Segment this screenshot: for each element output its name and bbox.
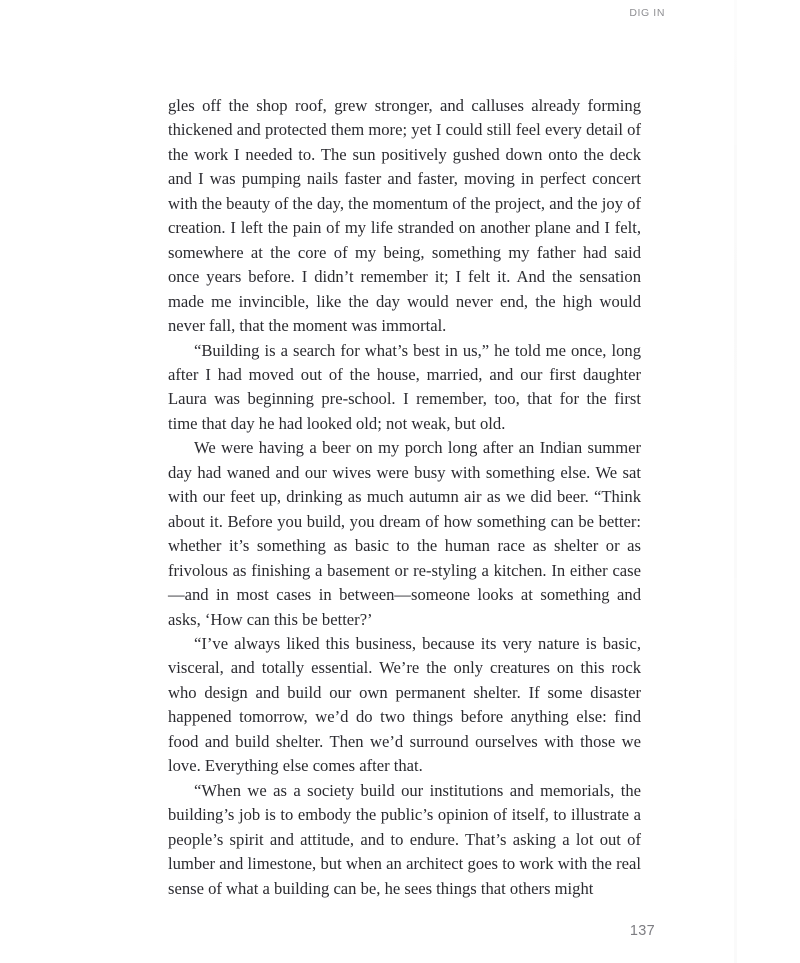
body-paragraph: “I’ve always liked this business, because its very nature is basic, visceral, and totally essential. We’re the only creatures on this rock who design and build our own permanent shelter. If some disaster happened tomorrow, we’d do two things before anything else: find food and build shelter. Then we’d surround ourselves with those we love. Everything else comes after that. — [168, 633, 641, 776]
body-paragraph: gles off the shop roof, grew stronger, and calluses already forming thickened and protected them more; yet I could still feel every detail of the work I needed to. The sun positively gushed down onto the deck and I was pumping nails faster and faster, moving in perfect concert with the beauty of the day, the momentum of the project, and the joy of creation. I left the pain of my life stranded on another plane and I felt, somewhere at the core of my being, something my father had said once years before. I didn’t remember it; I felt it. And the sensation made me invincible, like the day would never end, the high would never fall, that the moment was immortal. — [168, 96, 641, 336]
body-text-column — [168, 94, 641, 901]
page-number: 137 — [629, 923, 655, 939]
body-paragraph: “When we as a society build our institutions and memorials, the building’s job is to embody the public’s opinion of itself, to illustrate a people’s spirit and attitude, and to endure. That’s asking a lot out of lumber and limestone, but when an architect goes to work with the real sense of what a building can be, he sees things that others might — [168, 780, 641, 898]
body-paragraph: We were having a beer on my porch long after an Indian summer day had waned and our wives were busy with something else. We sat with our feet up, drinking as much autumn air as we did beer. “Think about it. Before you build, you dream of how something can be better: whether it’s something as basic to the human race as shelter or as frivolous as finishing a basement or re-styling a kitchen. In either case—and in most cases in between—someone looks at something and asks, ‘How can this be better?’ — [168, 438, 641, 629]
scan-artifact — [734, 0, 737, 963]
body-paragraph: “Building is a search for what’s best in us,” he told me once, long after I had moved out of the house, married, and our first daughter Laura was beginning pre-school. I remember, too, that for the first time that day he had looked old; not weak, but old. — [168, 340, 641, 433]
running-head: DIG IN — [629, 7, 665, 19]
